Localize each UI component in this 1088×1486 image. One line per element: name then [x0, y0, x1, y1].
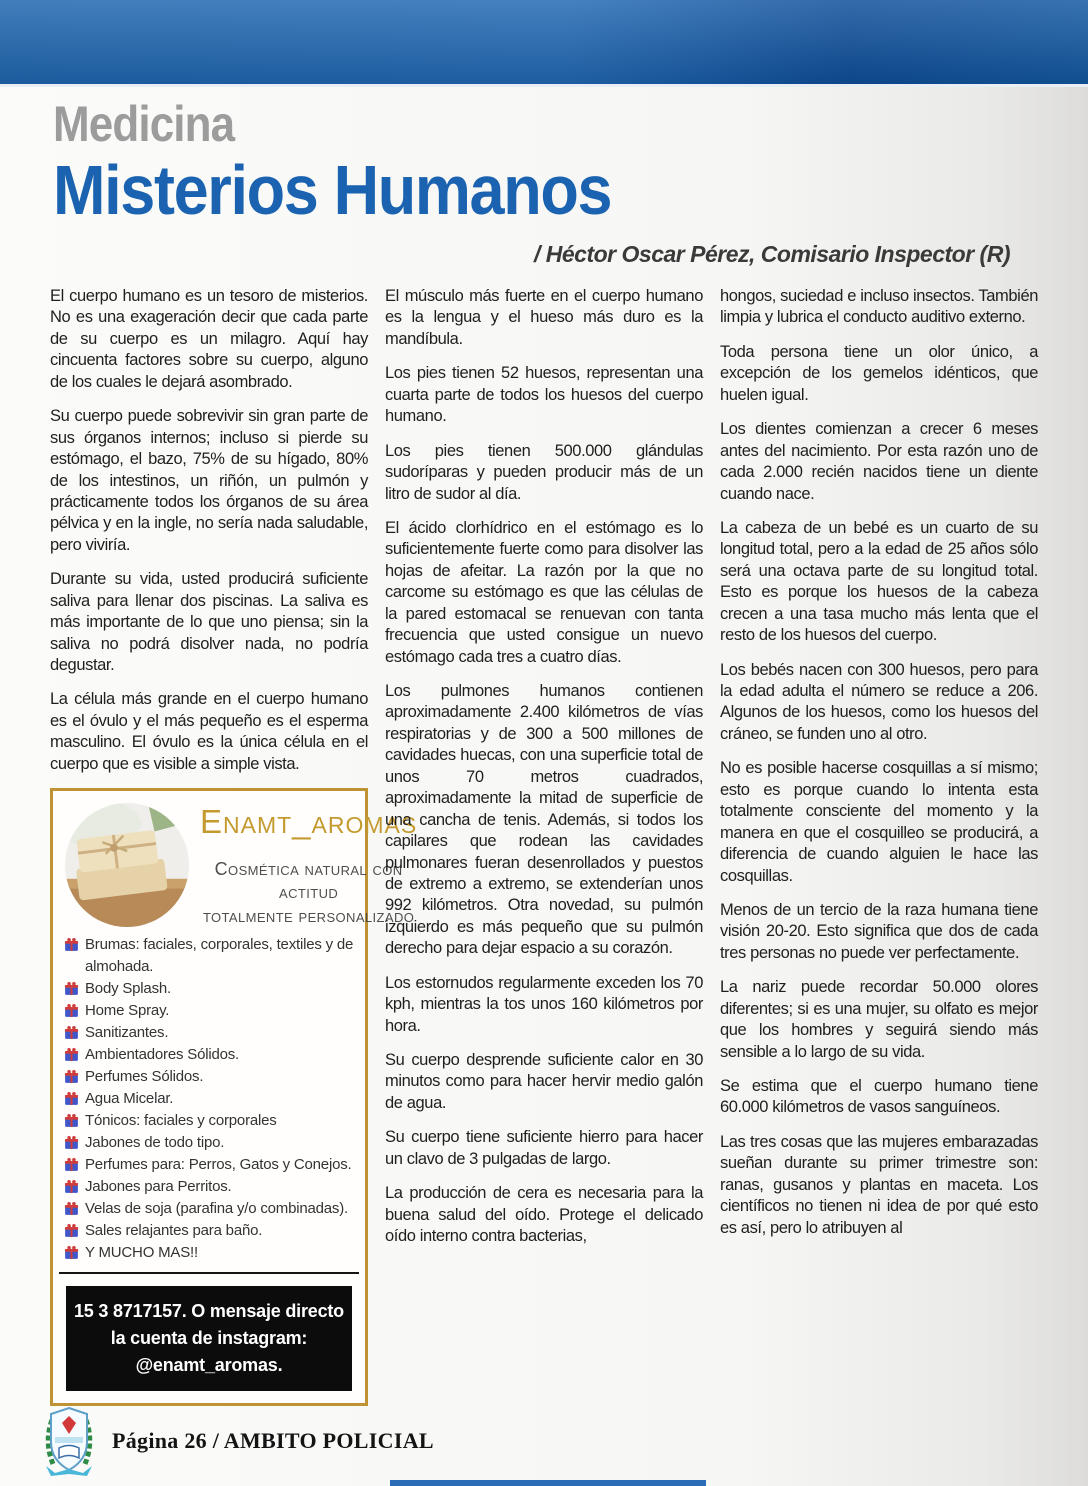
gift-icon	[64, 1110, 79, 1128]
gift-icon	[64, 1000, 79, 1018]
product-label: Sales relajantes para baño.	[85, 1222, 263, 1240]
product-item	[64, 1088, 354, 1110]
product-label: Ambientadores Sólidos.	[85, 1046, 240, 1064]
section-kicker: Medicina	[53, 96, 235, 152]
product-item	[64, 1242, 354, 1264]
product-item	[64, 1154, 354, 1176]
column-3	[720, 286, 1038, 1406]
paragraph: Los pies tienen 500.000 glándulas sudoríparas y pueden producir más de un litro de sudor al día.	[385, 441, 703, 503]
bottom-blue-bar	[390, 1480, 706, 1486]
gift-icon	[64, 1198, 79, 1216]
paragraph: No es posible hacerse cosquillas a sí mismo; esto es porque cuando lo intenta esta totalmente consciente del momento y la manera en que el cosquilleo se producirá, a diferencia de cuando alguien le hace las cosquillas.	[720, 759, 1038, 885]
column-2	[385, 286, 703, 1406]
soap-photo	[64, 802, 190, 928]
paragraph: La cabeza de un bebé es un cuarto de su longitud total, pero a la edad de 25 años sólo será una octava parte de su longitud total. Esto es porque los huesos de la cabeza crecen a una tasa mucho más lenta que el resto de los huesos del cuerpo.	[720, 518, 1038, 645]
paragraph: Su cuerpo tiene suficiente hierro para hacer un clavo de 3 pulgadas de largo.	[385, 1128, 703, 1168]
ad-tagline-line2: totalmente personalizado	[202, 905, 415, 926]
paragraph: La célula más grande en el cuerpo humano es el óvulo y el más pequeño es el esperma masculino. El óvulo es la única célula en el cuerpo que es visible a simple vista.	[50, 690, 368, 773]
product-label: Body Splash.	[85, 980, 171, 998]
product-label: Y MUCHO MAS!!	[85, 1244, 198, 1262]
page-number-label: Página 26 / AMBITO POLICIAL	[112, 1428, 434, 1453]
paragraph: hongos, suciedad e incluso insectos. También limpia y lubrica el conducto auditivo externo.	[720, 287, 1038, 327]
product-item	[64, 1198, 354, 1220]
product-item	[64, 1132, 354, 1154]
column-1	[50, 286, 418, 1406]
paragraph: Los estornudos regularmente exceden los 70 kph, mientras la tos unos 160 kilómetros por hora.	[385, 973, 703, 1035]
paragraph: Los dientes comienzan a crecer 6 meses antes del nacimiento. Por esta razón uno de cada 2.000 recién nacidos tiene un diente cuando nace.	[720, 420, 1038, 503]
gift-icon	[64, 934, 79, 952]
ad-header	[64, 801, 418, 928]
top-blue-bar	[0, 0, 1088, 87]
ad-box	[50, 788, 418, 1406]
gift-icon	[64, 1242, 79, 1260]
product-label: Perfumes para: Perros, Gatos y Conejos.	[85, 1156, 352, 1174]
product-label: Perfumes Sólidos.	[85, 1068, 204, 1086]
product-label: Jabones para Perritos.	[85, 1178, 232, 1196]
paragraph: Los pies tienen 52 huesos, representan una cuarta parte de todos los huesos del cuerpo humano.	[385, 364, 703, 426]
product-label: Tónicos: faciales y corporales	[85, 1112, 277, 1130]
byline: / Héctor Oscar Pérez, Comisario Inspector (R)	[534, 241, 1010, 267]
gift-icon	[64, 978, 79, 996]
product-item	[64, 1044, 354, 1066]
paragraph: Los pulmones humanos contienen aproximadamente 2.400 kilómetros de vías respiratorias y de 300 a 500 millones de cavidades huecas, con una superficie total de unos 70 metros cuadrados, aproximadamente la mitad de superficie de una cancha de tenis. Además, si todos los capilares que rodean las cavidades pulmonares fueran desenrollados y puestos de extremo a extremo, se extenderían unos 992 kilómetros. Otra novedad, su pulmón izquierdo es más pequeño que su pulmón derecho para dejar espacio a su corazón.	[385, 682, 703, 958]
gift-icon	[64, 1176, 79, 1194]
page-title: Misterios Humanos	[53, 151, 612, 229]
article-header	[0, 87, 1088, 268]
product-item	[64, 1022, 354, 1044]
ad-contact-text: 15 3 8717157. O mensaje directo la cuenta de instagram: @enamt_aromas.	[74, 1301, 344, 1376]
gift-icon	[64, 1220, 79, 1238]
paragraph: Durante su vida, usted producirá suficiente saliva para llenar dos piscinas. La saliva es más importante de lo que uno piensa; sin la saliva no podrá disolver nada, no podría degustar.	[50, 570, 368, 674]
paragraph: El ácido clorhídrico en el estómago es lo suficientemente fuerte como para disolver las hojas de afeitar. La razón por la que no carcome su estómago es que las células de la pared estomacal se renuevan con tanta frecuencia que usted consigue un nuevo estómago cada tres a cuatro días.	[385, 518, 703, 666]
paragraph: Su cuerpo desprende suficiente calor en 30 minutos como para hacer hervir medio galón de agua.	[385, 1051, 703, 1112]
ad-divider-line	[59, 1272, 359, 1274]
article-columns	[0, 286, 1088, 1406]
ad-product-list	[64, 934, 354, 1264]
gift-icon	[64, 1022, 79, 1040]
column-1-text	[50, 286, 368, 775]
product-label: Jabones de todo tipo.	[85, 1134, 225, 1152]
paragraph: Se estima que el cuerpo humano tiene 60.000 kilómetros de vasos sanguíneos.	[720, 1077, 1038, 1117]
product-item	[64, 1220, 354, 1242]
product-label: Home Spray.	[85, 1002, 170, 1020]
ad-brand-name: Enamt_aromas	[200, 803, 418, 841]
gift-icon	[64, 1088, 79, 1106]
product-item	[64, 1176, 354, 1198]
paragraph: Toda persona tiene un olor único, a excepción de los gemelos idénticos, que huelen igual.	[720, 342, 1038, 404]
paragraph: El músculo más fuerte en el cuerpo humano es la lengua y el hueso más duro es la mandíbula.	[385, 287, 703, 348]
paragraph: Su cuerpo puede sobrevivir sin gran parte de sus órganos internos; incluso si pierde su estómago, el bazo, 75% de su hígado, 80% de los intestinos, un riñón, un pulmón y prácticamente todos los órganos de su área pélvica y en la ingle, no sería nada saludable, pero viviría.	[50, 407, 368, 554]
product-label: Agua Micelar.	[85, 1090, 174, 1108]
product-item	[64, 1066, 354, 1088]
paragraph: El cuerpo humano es un tesoro de misterios. No es una exageración decir que cada parte de su cuerpo es un milagro. Aquí hay cincuenta factores sobre su cuerpo, alguno de los cuales le dejará asombrado.	[50, 287, 368, 391]
product-item	[64, 1110, 354, 1132]
gift-icon	[64, 1044, 79, 1062]
police-crest-logo	[42, 1404, 96, 1478]
paragraph: La nariz puede recordar 50.000 olores diferentes; si es una mujer, su olfato es mejor que los hombres y seguirá siendo más sensible a lo largo de su vida.	[720, 978, 1038, 1061]
product-label: Brumas: faciales, corporales, textiles y de almohada.	[85, 936, 354, 976]
product-item	[64, 978, 354, 1000]
ad-tagline-line1: Cosmética natural con actitud	[214, 859, 403, 903]
gift-icon	[64, 1154, 79, 1172]
paragraph: Las tres cosas que las mujeres embarazadas sueñan durante su primer trimestre son: ranas, gusanos y plantas en maceta. Los científicos no tienen ni idea de por qué esto es así, pero lo atribuyen al	[720, 1132, 1038, 1237]
product-label: Velas de soja (parafina y/o combinadas).	[85, 1200, 348, 1218]
gift-icon	[64, 1066, 79, 1084]
paragraph: Menos de un tercio de la raza humana tiene visión 20-20. Esto significa que dos de cada tres personas no puede ver perfectamente.	[720, 900, 1038, 962]
ad-contact-box	[66, 1286, 352, 1391]
gift-icon	[64, 1132, 79, 1150]
product-item	[64, 934, 354, 978]
paragraph: Los bebés nacen con 300 huesos, pero para la edad adulta el número se reduce a 206. Algunos de los huesos, como los huesos del cráneo, se funden uno al otro.	[720, 660, 1038, 743]
product-label: Sanitizantes.	[85, 1024, 169, 1042]
paragraph: La producción de cera es necesaria para la buena salud del oído. Protege el delicado oído interno contra bacterias,	[385, 1184, 703, 1246]
product-item	[64, 1000, 354, 1022]
footer	[42, 1404, 434, 1478]
